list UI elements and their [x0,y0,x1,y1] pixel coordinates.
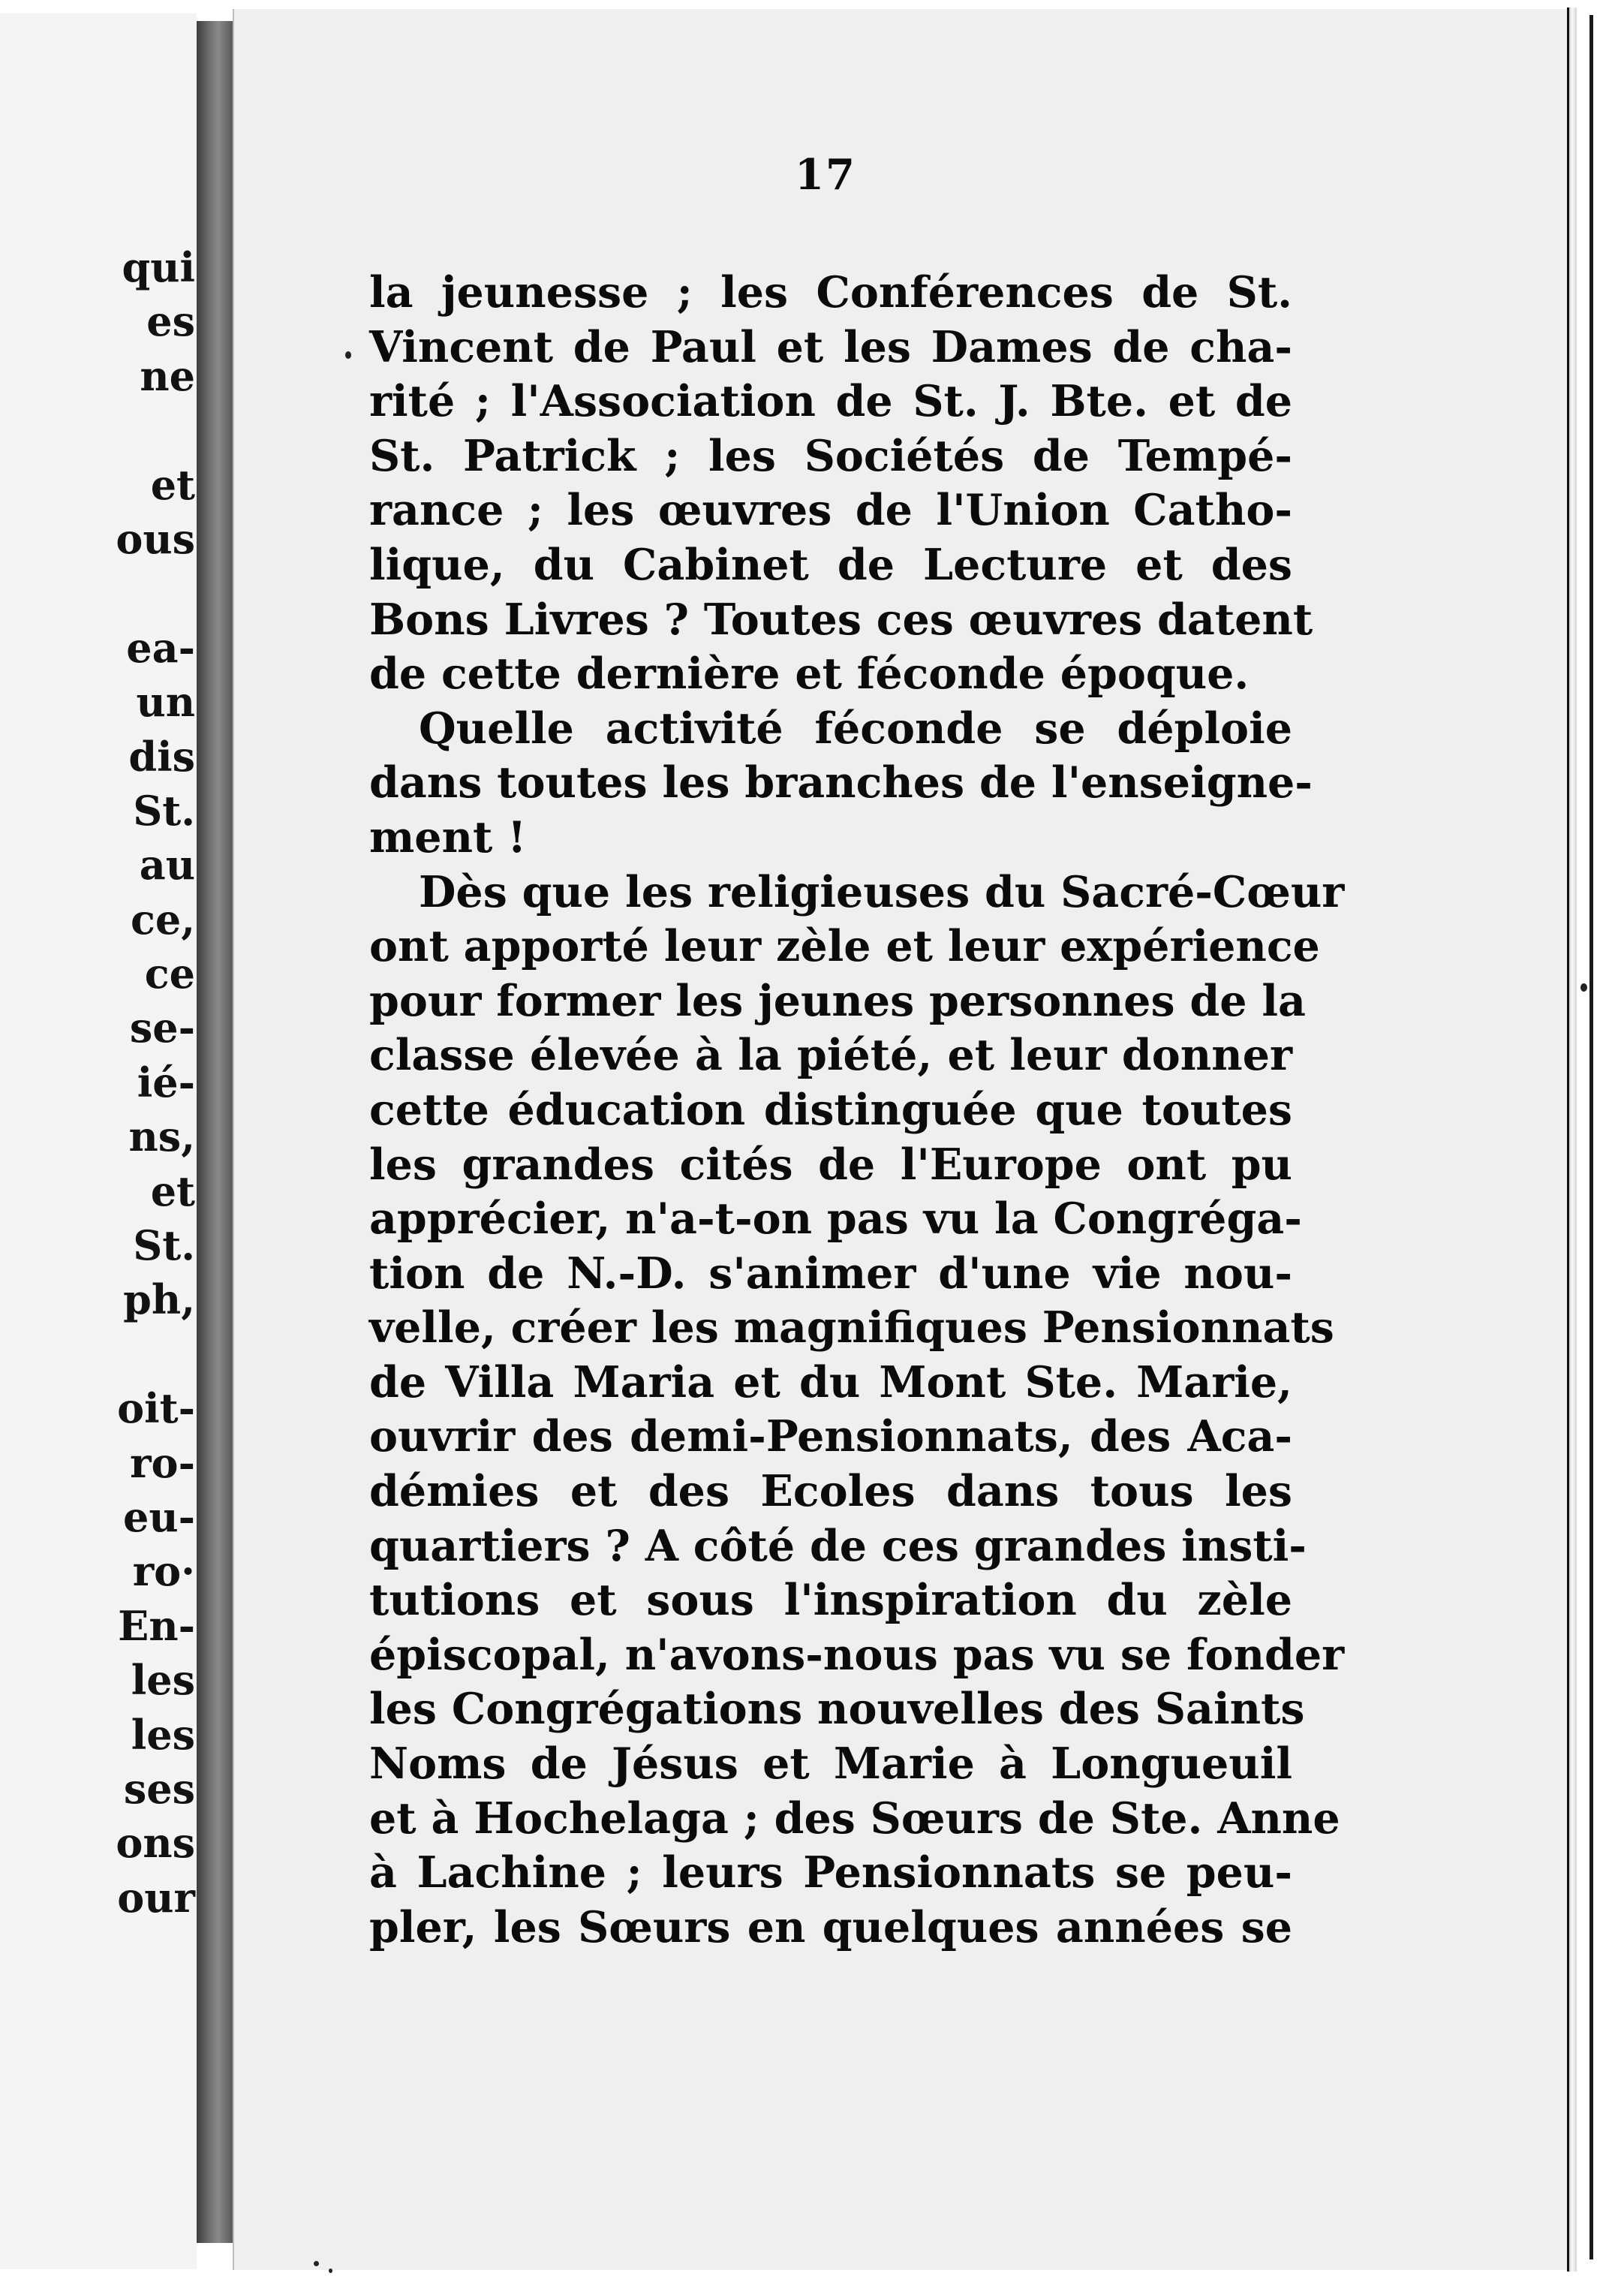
left-fragment-line: dis [128,732,195,781]
text-line: rité ; l'Association de St. J. Bte. et de [369,376,1292,427]
left-fragment-line: se- [129,1004,195,1052]
text-line: démies et des Ecoles dans tous les [369,1466,1292,1517]
left-fragment-line: ea- [126,623,195,672]
left-fragment-line: ce, [130,895,195,944]
scan-speck [1580,983,1587,992]
left-fragment-line: ro· [132,1547,195,1596]
body-text [369,266,1345,1955]
left-fragment-line [0,403,197,457]
text-line: quartiers ? A côté de ces grandes insti- [369,1520,1307,1571]
text-line: apprécier, n'a-t-on pas vu la Congréga- [369,1194,1302,1245]
text-line: la jeunesse ; les Conférences de St. [369,267,1292,318]
text-line: Noms de Jésus et Marie à Longueuil [369,1739,1292,1790]
text-line: St. Patrick ; les Sociétés de Tempé- [369,430,1292,481]
left-fragment-line: qui [122,243,195,291]
scan-speck [345,351,351,359]
left-fragment-line: au [139,841,195,890]
text-line: pler, les Sœurs en quelques années se [369,1901,1292,1952]
page-edge [1567,8,1577,2271]
text-line: Bons Livres ? Toutes ces œuvres datent [369,594,1313,645]
text-line: les Congrégations nouvelles des Saints [369,1684,1305,1735]
text-line: de Villa Maria et du Mont Ste. Marie, [369,1356,1292,1407]
left-fragment-line: ns, [128,1112,195,1161]
left-fragment-line: les [131,1656,195,1705]
text-line: pour former les jeunes personnes de la [369,975,1306,1026]
left-fragment-line: eu- [122,1492,195,1541]
left-fragment-line: et [150,460,195,509]
text-line: velle, créer les magnifiques Pensionnats [369,1302,1334,1353]
text-line: ont apporté leur zèle et leur expérience [369,921,1320,972]
text-line: Quelle activité féconde se déploie [419,703,1292,754]
text-line: de cette dernière et féconde époque. [369,649,1250,700]
left-fragment-line: un [136,678,195,727]
text-line: cette éducation distinguée que toutes [369,1084,1292,1135]
text-line: classe élevée à la piété, et leur donner [369,1030,1292,1081]
text-line: rance ; les œuvres de l'Union Catho- [369,485,1292,536]
text-line: et à Hochelaga ; des Sœurs de Ste. Anne [369,1793,1340,1844]
left-fragment-line: es [146,297,195,346]
text-line: Vincent de Paul et les Dames de cha- [369,321,1292,372]
left-fragment-line: ons [116,1819,195,1868]
left-fragment-line: ro- [130,1438,195,1487]
left-fragment-line: oit- [117,1384,195,1433]
book-gutter [197,21,233,2243]
left-fragment-line: ph, [123,1275,195,1324]
page-edge-shadow [1589,15,1593,2259]
left-fragment-line: ce [144,950,195,998]
left-fragment-line: St. [133,786,195,835]
left-fragment-line: ié- [137,1058,195,1106]
text-line: lique, du Cabinet de Lecture et des [369,539,1292,590]
left-fragment-line: ous [116,514,195,563]
left-page-text-fragments [0,240,197,1982]
text-line: à Lachine ; leurs Pensionnats se peu- [369,1847,1292,1898]
left-fragment-line [0,566,197,620]
text-line: Dès que les religieuses du Sacré-Cœur [419,866,1345,917]
left-fragment-line: et [150,1167,195,1215]
text-line: tutions et sous l'inspiration du zèle [369,1575,1292,1626]
scan-speck [314,2261,319,2266]
left-fragment-line: les [131,1710,195,1759]
text-line: ment ! [369,811,527,863]
left-fragment-line: ne [140,351,195,400]
left-fragment-line: our [117,1873,195,1922]
text-line: les grandes cités de l'Europe ont pu [369,1139,1292,1190]
text-line: ouvrir des demi-Pensionnats, des Aca- [369,1411,1292,1462]
page-number: 17 [795,150,856,200]
scan-speck [329,2268,332,2273]
left-fragment-line: En- [118,1601,195,1650]
text-line: épiscopal, n'avons-nous pas vu se fonder [369,1629,1345,1680]
text-line: tion de N.-D. s'animer d'une vie nou- [369,1248,1292,1299]
left-fragment-line: St. [133,1221,195,1270]
left-fragment-line: ses [123,1764,195,1813]
text-line: dans toutes les branches de l'enseigne- [369,757,1313,808]
left-fragment-line [0,1327,197,1381]
